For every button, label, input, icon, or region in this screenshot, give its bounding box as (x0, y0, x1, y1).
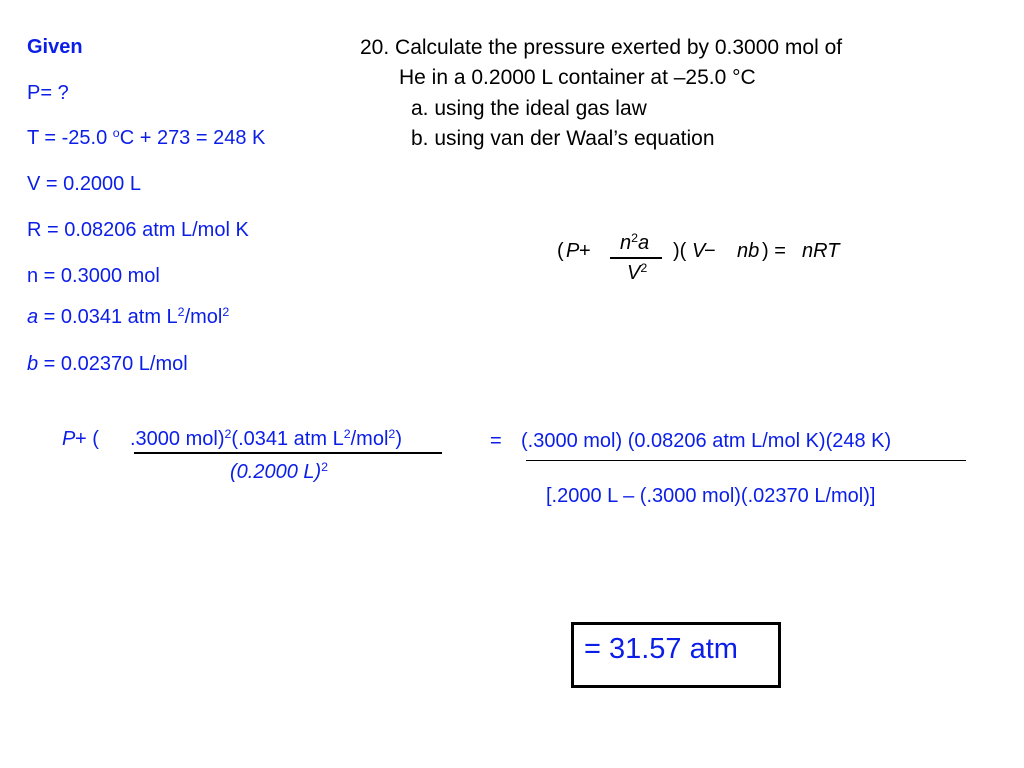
answer-value: = 31.57 atm (584, 633, 738, 665)
vdw-num-sup: 2 (631, 231, 639, 246)
vdw-fraction-bar (610, 257, 662, 259)
vdw-open-paren: ( (557, 240, 564, 262)
calc-num-part3: /mol (350, 428, 389, 450)
given-a-sup1: 2 (177, 305, 185, 320)
vdw-denominator (627, 262, 647, 285)
calc-num-sup1: 2 (224, 427, 232, 442)
vdw-P: P (566, 240, 580, 262)
vdw-den-sup: 2 (640, 261, 648, 276)
given-moles: n = 0.3000 mol (27, 265, 160, 287)
vdw-den-V: V (627, 262, 641, 284)
calc-num-part2: (.0341 atm L (231, 428, 344, 450)
given-a-variable: a (27, 306, 39, 328)
given-constant-b (27, 353, 188, 376)
given-temperature (27, 127, 265, 150)
calc-plus: + ( (75, 428, 99, 450)
vdw-close-paren: )( (673, 240, 687, 262)
vdw-plus: + (579, 240, 591, 262)
calc-numerator (130, 428, 402, 451)
vdw-numerator (620, 232, 649, 255)
given-a-sup2: 2 (222, 305, 230, 320)
given-b-rest: = 0.02370 L/mol (38, 353, 188, 375)
calc-equals: = (490, 430, 502, 452)
given-a-main: = 0.0341 atm L (38, 306, 178, 328)
given-title: Given (27, 36, 83, 58)
given-a-mid: /mol (184, 306, 223, 328)
given-temperature-degree: o (112, 126, 120, 141)
vdw-V: V (692, 240, 706, 262)
given-temperature-rest: C + 273 = 248 K (119, 127, 266, 149)
calc-num-part1: .3000 mol) (130, 428, 225, 450)
given-constant-a (27, 306, 229, 329)
calc-den-text: (0.2000 L) (230, 461, 322, 483)
calc-num-sup3: 2 (388, 427, 396, 442)
problem-line-2: He in a 0.2000 L container at –25.0 °C (399, 66, 756, 89)
calc-den-sup: 2 (321, 460, 329, 475)
vdw-num-n: n (620, 232, 632, 254)
calc-P: P (62, 428, 76, 450)
problem-part-a: a. using the ideal gas law (411, 97, 647, 120)
calc-rhs-denominator: [.2000 L – (.3000 mol)(.02370 L/mol)] (546, 485, 876, 507)
given-temperature-main: T = -25.0 (27, 127, 113, 149)
calc-num-sup2: 2 (343, 427, 351, 442)
vdw-nb: nb (737, 240, 760, 262)
vdw-nRT: nRT (802, 240, 840, 262)
calc-right-fraction-bar (526, 460, 966, 461)
calc-rhs-numerator: (.3000 mol) (0.08206 atm L/mol K)(248 K) (521, 430, 892, 452)
given-b-variable: b (27, 353, 39, 375)
given-pressure: P= ? (27, 82, 69, 104)
given-volume: V = 0.2000 L (27, 173, 141, 195)
calc-left-fraction-bar (134, 452, 442, 454)
calc-denominator (230, 461, 328, 484)
vdw-num-a: a (638, 232, 650, 254)
calc-num-part4: ) (395, 428, 402, 450)
vdw-minus: − (704, 240, 716, 262)
given-gas-constant: R = 0.08206 atm L/mol K (27, 219, 249, 241)
vdw-equals: ) = (762, 240, 786, 262)
problem-line-1: 20. Calculate the pressure exerted by 0.3000 mol of (360, 36, 843, 59)
problem-part-b: b. using van der Waal’s equation (411, 127, 715, 150)
